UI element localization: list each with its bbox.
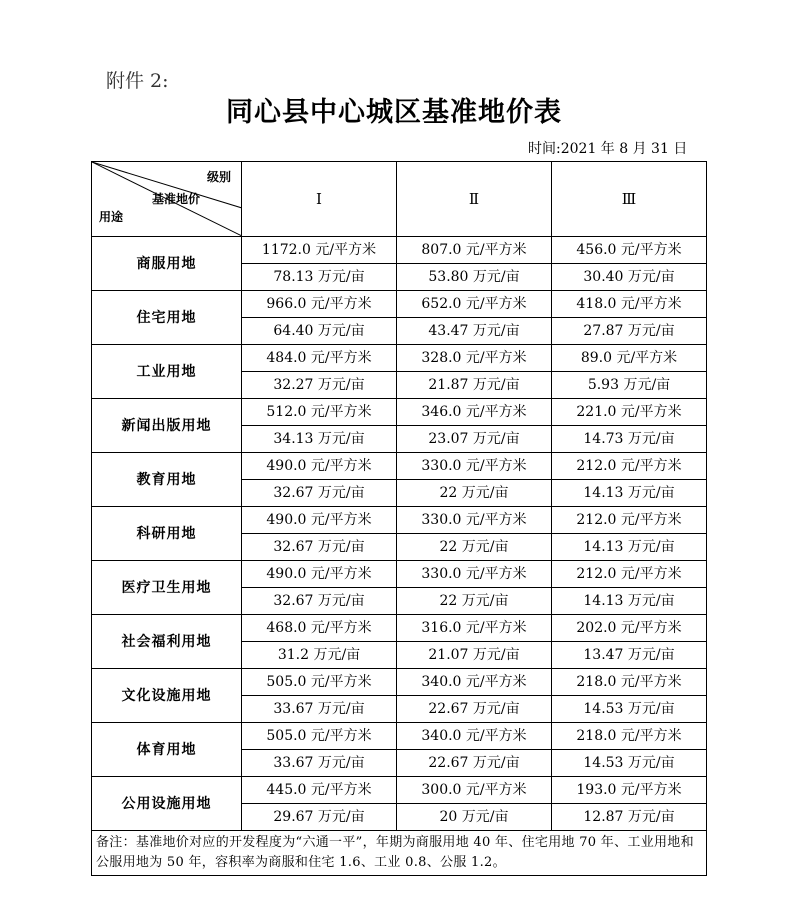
table-row	[92, 723, 707, 750]
price-per-mu-cell: 22 万元/亩	[397, 588, 552, 615]
land-use-cell: 科研用地	[92, 507, 242, 561]
price-per-sqm-cell: 505.0 元/平方米	[242, 669, 397, 696]
table-row	[92, 453, 707, 480]
price-per-sqm-cell: 456.0 元/平方米	[552, 237, 707, 264]
table-row	[92, 237, 707, 264]
price-per-mu-cell: 43.47 万元/亩	[397, 318, 552, 345]
price-per-sqm-cell: 300.0 元/平方米	[397, 777, 552, 804]
price-per-mu-cell: 22.67 万元/亩	[397, 750, 552, 777]
price-per-mu-cell: 14.73 万元/亩	[552, 426, 707, 453]
price-per-mu-cell: 5.93 万元/亩	[552, 372, 707, 399]
price-per-sqm-cell: 330.0 元/平方米	[397, 561, 552, 588]
land-use-cell: 文化设施用地	[92, 669, 242, 723]
price-per-sqm-cell: 490.0 元/平方米	[242, 453, 397, 480]
table-row	[92, 669, 707, 696]
price-per-mu-cell: 78.13 万元/亩	[242, 264, 397, 291]
price-per-mu-cell: 14.53 万元/亩	[552, 696, 707, 723]
price-per-sqm-cell: 212.0 元/平方米	[552, 561, 707, 588]
header-row	[92, 162, 707, 237]
price-per-mu-cell: 22.67 万元/亩	[397, 696, 552, 723]
grade-header-3: Ⅲ	[552, 162, 707, 237]
price-per-sqm-cell: 330.0 元/平方米	[397, 453, 552, 480]
price-per-sqm-cell: 512.0 元/平方米	[242, 399, 397, 426]
price-per-mu-cell: 53.80 万元/亩	[397, 264, 552, 291]
price-per-mu-cell: 32.67 万元/亩	[242, 534, 397, 561]
price-per-sqm-cell: 193.0 元/平方米	[552, 777, 707, 804]
table-row	[92, 507, 707, 534]
price-per-sqm-cell: 346.0 元/平方米	[397, 399, 552, 426]
price-per-mu-cell: 32.67 万元/亩	[242, 588, 397, 615]
land-use-cell: 商服用地	[92, 237, 242, 291]
base-price-header-label: 基准地价	[152, 192, 201, 206]
price-per-sqm-cell: 218.0 元/平方米	[552, 669, 707, 696]
price-per-mu-cell: 21.07 万元/亩	[397, 642, 552, 669]
table-row	[92, 615, 707, 642]
price-per-sqm-cell: 330.0 元/平方米	[397, 507, 552, 534]
price-per-mu-cell: 22 万元/亩	[397, 480, 552, 507]
price-per-sqm-cell: 484.0 元/平方米	[242, 345, 397, 372]
price-per-mu-cell: 22 万元/亩	[397, 534, 552, 561]
price-per-sqm-cell: 340.0 元/平方米	[397, 669, 552, 696]
note-cell: 备注：基准地价对应的开发程度为“六通一平”，年期为商服用地 40 年、住宅用地 70 年、工业用地和公服用地为 50 年，容积率为商服和住宅 1.6、工业 0.8、公服 1.2。	[92, 831, 707, 876]
table-row	[92, 399, 707, 426]
price-per-mu-cell: 21.87 万元/亩	[397, 372, 552, 399]
price-per-mu-cell: 64.40 万元/亩	[242, 318, 397, 345]
land-use-cell: 医疗卫生用地	[92, 561, 242, 615]
land-use-cell: 工业用地	[92, 345, 242, 399]
price-per-mu-cell: 14.13 万元/亩	[552, 588, 707, 615]
price-per-mu-cell: 32.67 万元/亩	[242, 480, 397, 507]
price-per-mu-cell: 33.67 万元/亩	[242, 750, 397, 777]
price-per-mu-cell: 23.07 万元/亩	[397, 426, 552, 453]
note-row	[92, 831, 707, 876]
price-per-sqm-cell: 807.0 元/平方米	[397, 237, 552, 264]
price-per-sqm-cell: 652.0 元/平方米	[397, 291, 552, 318]
land-use-cell: 体育用地	[92, 723, 242, 777]
price-per-mu-cell: 32.27 万元/亩	[242, 372, 397, 399]
land-use-cell: 教育用地	[92, 453, 242, 507]
table-row	[92, 345, 707, 372]
price-per-sqm-cell: 490.0 元/平方米	[242, 561, 397, 588]
price-per-sqm-cell: 505.0 元/平方米	[242, 723, 397, 750]
land-use-cell: 公用设施用地	[92, 777, 242, 831]
diagonal-header-cell	[92, 162, 242, 237]
price-per-mu-cell: 14.13 万元/亩	[552, 480, 707, 507]
table-body	[92, 162, 707, 876]
price-per-sqm-cell: 445.0 元/平方米	[242, 777, 397, 804]
price-per-sqm-cell: 89.0 元/平方米	[552, 345, 707, 372]
price-per-sqm-cell: 340.0 元/平方米	[397, 723, 552, 750]
price-per-sqm-cell: 328.0 元/平方米	[397, 345, 552, 372]
table-row	[92, 561, 707, 588]
price-per-sqm-cell: 212.0 元/平方米	[552, 453, 707, 480]
price-per-sqm-cell: 221.0 元/平方米	[552, 399, 707, 426]
attachment-label: 附件 2:	[106, 70, 169, 92]
price-per-sqm-cell: 966.0 元/平方米	[242, 291, 397, 318]
land-use-cell: 新闻出版用地	[92, 399, 242, 453]
page-title: 同心县中心城区基准地价表	[226, 97, 562, 128]
table-row	[92, 777, 707, 804]
price-per-sqm-cell: 490.0 元/平方米	[242, 507, 397, 534]
price-per-mu-cell: 29.67 万元/亩	[242, 804, 397, 831]
price-per-mu-cell: 14.13 万元/亩	[552, 534, 707, 561]
land-use-cell: 住宅用地	[92, 291, 242, 345]
price-per-sqm-cell: 1172.0 元/平方米	[242, 237, 397, 264]
price-per-mu-cell: 13.47 万元/亩	[552, 642, 707, 669]
price-per-mu-cell: 31.2 万元/亩	[242, 642, 397, 669]
price-per-mu-cell: 33.67 万元/亩	[242, 696, 397, 723]
price-per-mu-cell: 27.87 万元/亩	[552, 318, 707, 345]
land-use-cell: 社会福利用地	[92, 615, 242, 669]
price-per-sqm-cell: 202.0 元/平方米	[552, 615, 707, 642]
price-per-sqm-cell: 468.0 元/平方米	[242, 615, 397, 642]
price-per-mu-cell: 20 万元/亩	[397, 804, 552, 831]
price-per-mu-cell: 34.13 万元/亩	[242, 426, 397, 453]
grade-header-label: 级别	[206, 170, 231, 184]
price-per-mu-cell: 30.40 万元/亩	[552, 264, 707, 291]
price-per-mu-cell: 14.53 万元/亩	[552, 750, 707, 777]
table-row	[92, 291, 707, 318]
price-per-sqm-cell: 418.0 元/平方米	[552, 291, 707, 318]
price-per-sqm-cell: 212.0 元/平方米	[552, 507, 707, 534]
price-per-mu-cell: 12.87 万元/亩	[552, 804, 707, 831]
use-header-label: 用途	[99, 210, 124, 224]
grade-header-2: Ⅱ	[397, 162, 552, 237]
price-per-sqm-cell: 316.0 元/平方米	[397, 615, 552, 642]
date-label: 时间:2021 年 8 月 31 日	[528, 141, 688, 157]
price-per-sqm-cell: 218.0 元/平方米	[552, 723, 707, 750]
land-price-table	[91, 161, 707, 876]
grade-header-1: Ⅰ	[242, 162, 397, 237]
